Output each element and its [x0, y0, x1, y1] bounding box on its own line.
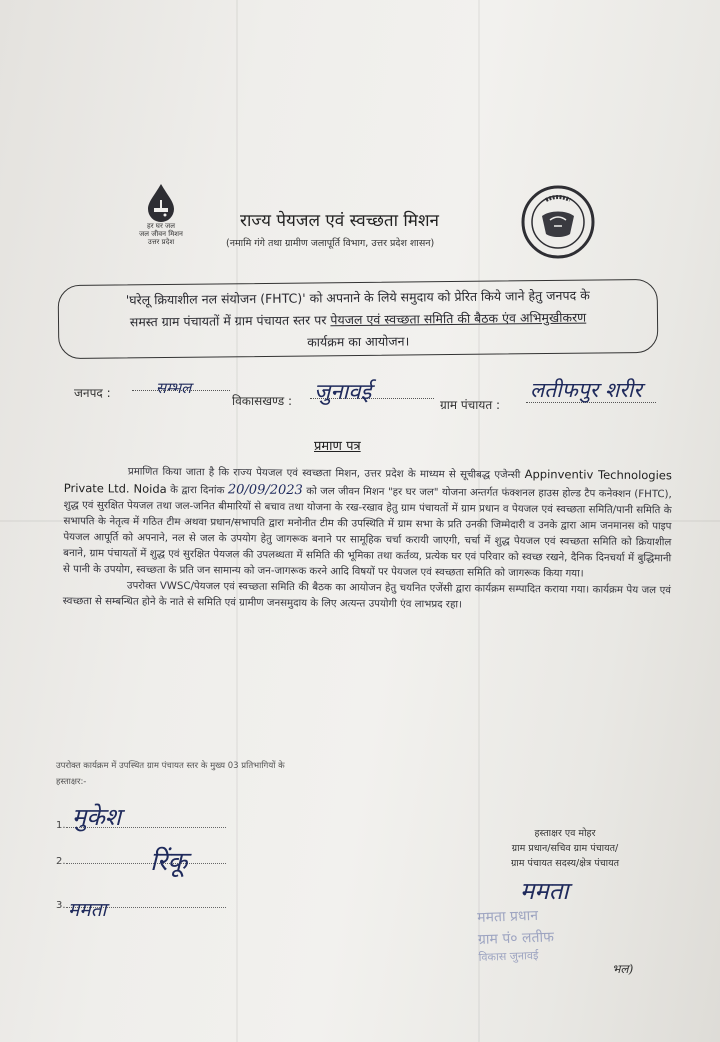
body-p1-dated: के द्वारा दिनांक [166, 484, 228, 497]
signature-number-1: 1. [56, 820, 66, 831]
panchayat-label: ग्राम पंचायत : [440, 398, 501, 412]
mission-subtitle: (नमामि गंगे तथा ग्रामीण जलापूर्ति विभाग, उत्तर प्रदेश शासन) [226, 238, 435, 249]
stamp-line-4: भल) [612, 962, 634, 976]
subject-line-2-prefix: समस्त ग्राम पंचायतों में ग्राम पंचायत स्तर पर [129, 312, 331, 330]
agency-name: Appinventiv Technologies Private Ltd. Noida [63, 467, 672, 496]
event-date: 20/09/2023 [227, 482, 303, 499]
body-p1-intro: प्रमाणित किया जाता है कि राज्य पेयजल एवं स्वच्छता मिशन, उत्तर प्रदेश के माध्यम से सूचीबद्ध एजेन्सी [127, 466, 525, 482]
water-drop-icon [144, 182, 178, 222]
subject-line-2-underlined: पेयजल एवं स्वच्छता समिति की बैठक एंव अभिमुखीकरण [330, 309, 587, 328]
subject-line-3: कार्यक्रम का आयोजन। [307, 333, 410, 350]
certificate-heading: प्रमाण पत्र [314, 439, 361, 454]
stamp-line-2: ग्राम पं० लतीफ [477, 929, 555, 948]
participants-note [56, 758, 416, 790]
authority-line-1: हस्ताक्षर एव मोहर [534, 828, 596, 839]
block-value: जुनावई [314, 380, 372, 405]
authority-line-2: ग्राम प्रधान/सचिव ग्राम पंचायत/ [511, 843, 619, 854]
up-government-emblem-icon [520, 184, 596, 260]
district-label: जनपद : [74, 386, 111, 400]
authority-block [470, 826, 660, 871]
participants-note-line-1: उपरोक्त कार्यक्रम में उपस्थित ग्राम पंचायत स्तर के मुख्य 03 प्रतिभागियों के [56, 761, 285, 771]
participants-note-line-2: हस्ताक्षर:- [56, 777, 87, 787]
authority-signature: ममता [520, 877, 569, 905]
logo-tagline-1: हर घर जल [147, 222, 175, 230]
har-ghar-jal-logo [130, 182, 192, 246]
location-fields [74, 376, 694, 416]
authority-line-3: ग्राम पंचायत सदस्य/क्षेत्र पंचायत [510, 858, 620, 869]
stamp-line-3: विकास जुनावई [478, 948, 539, 964]
logo-tagline-3: उत्तर प्रदेश [147, 238, 175, 246]
body-paragraph-1 [63, 462, 672, 583]
stamp-line-1: ममता प्रधान [476, 907, 539, 926]
mission-title: राज्य पेयजल एवं स्वच्छता मिशन [240, 211, 439, 231]
body-p1-rest: को जल जीवन मिशन "हर घर जल" योजना अन्तर्गत फंक्शनल हाउस होल्ड टैप कनेक्शन (FHTC), शुद्ध एवं सुरक्षित पेयजल तथा जल-जनित बीमारियों से बचाव तथा योजना के रख-रखाव हेतु ग्राम पंचायतों में ग्राम प्रधान व पेयजल एवं स्वच्छता समिति/पानी समिति के सभापति के नेतृत्व में गठित टीम अथवा प्रधान/सभापति द्वारा मनोनीत टीम की उपस्थिति में ग्राम सभा के प्रति उनकी जिम्मेदारी व उनके द्वारा आम जनमानस को पाइप पेयजल आपूर्ति को अपनाने, नल से जल के उपयोग हेतु जागरूक बनाने पर सामूहिक चर्चा करायी जाएगी, चर्चा में शुद्ध पेयजल एवं स्वच्छता समिति को क्रियाशील बनाने, ग्राम पंचायतों में शुद्ध एवं सुरक्षित पेयजल की उपलब्धता में समिति की भूमिका तथा कर्तव्य, प्रत्येक घर एवं परिवार को स्वच्छ रखने, दैनिक दिनचर्या में बुद्धिमानी से पानी के उपयोग, स्वच्छता के प्रति जन सामान्य को जन-जागरूक करने आदि विषयों पर पेयजल एवं स्वच्छता समिति को जागरूक किया गया। [63, 486, 672, 580]
signature-2: रिंकू [150, 847, 188, 877]
signature-1: मुकेश [72, 803, 122, 831]
signature-3: ममता [68, 899, 107, 921]
subject-line-1: 'घरेलू क्रियाशील नल संयोजन (FHTC)' को अपनाने के लिये समुदाय को प्रेरित किये जाने हेतु जनपद के [125, 287, 590, 308]
signature-line-2 [56, 856, 226, 867]
subject-box [58, 279, 659, 359]
signature-number-3: 3. [56, 900, 66, 911]
body-paragraph-2: उपरोक्त VWSC/पेयजल एवं स्वच्छता समिति की बैठक का आयोजन हेतु चयनित एजेंसी द्वारा कार्यक्रम सम्पादित कराया गया। कार्यक्रम पेय जल एवं स्वच्छता से सम्बन्धित होने के नाते से समिति एवं ग्रामीण जनसमुदाय के लिए अत्यन्त उपयोगी एंव लाभप्रद रहा। [62, 580, 671, 611]
block-label: विकासखण्ड : [232, 394, 293, 408]
signature-number-2: 2. [56, 856, 66, 867]
logo-tagline-2: जल जीवन मिशन [139, 230, 183, 238]
panchayat-value: लतीफपुर शरीर [530, 378, 642, 402]
district-value: सम्भल [156, 379, 192, 397]
certificate-body [63, 462, 672, 615]
